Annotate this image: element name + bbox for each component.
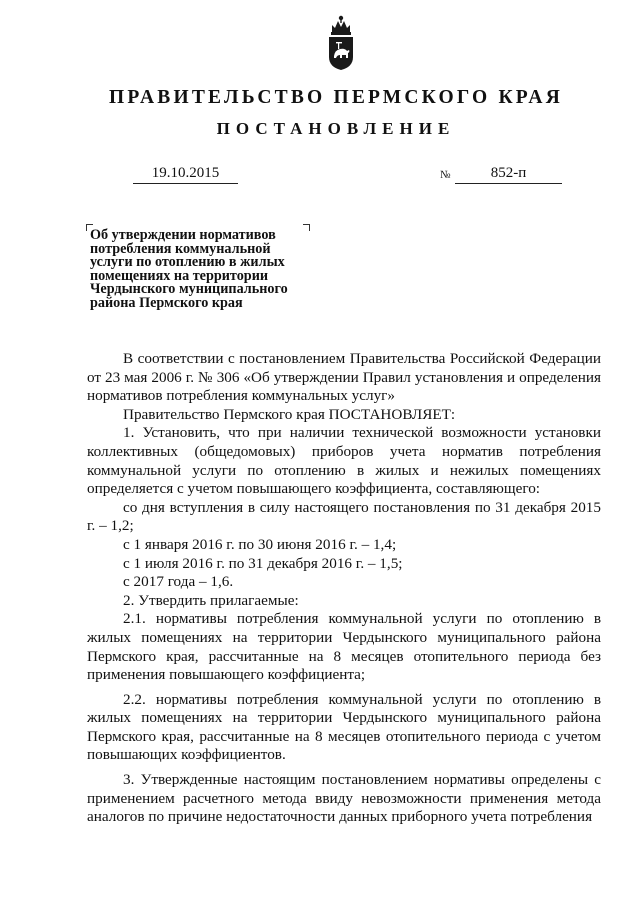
body-paragraph: В соответствии с постановлением Правительства Российской Федерации от 23 мая 2006 г. № 306 «Об утверждении Правил установления и определения нормативов потребления коммунальных услуг» — [87, 350, 601, 405]
number-label: № — [440, 169, 451, 181]
body-paragraph: 2.2. нормативы потребления коммунальной услуги по отоплению в жилых помещениях на территории Чердынского муниципального района Пермского края, рассчитанные на 8 месяцев отопительного периода с учетом повышающих коэффициентов. — [87, 690, 601, 764]
body-paragraph: 3. Утвержденные настоящим постановлением нормативы определены с применением расчетного метода ввиду невозможности применения метода аналогов по причине недостаточности данных приборного учета потребления — [87, 771, 601, 826]
subject-line: Чердынского муниципального — [90, 281, 288, 297]
body-paragraph: 2.1. нормативы потребления коммунальной услуги по отоплению в жилых помещениях на территории Чердынского муниципального района Пермского края, рассчитанные на 8 месяцев отопительного периода без применения повышающего коэффициента; — [87, 610, 601, 684]
document-subject — [90, 229, 320, 310]
body-paragraph: 1. Установить, что при наличии технической возможности установки коллективных (общедомовых) приборов учета норматив потребления коммунальной услуги по отоплению в жилых и нежилых помещениях определяется с учетом повышающего коэффициента, составляющего: — [87, 424, 601, 498]
body-paragraph: с 1 июля 2016 г. по 31 декабря 2016 г. – 1,5; — [123, 554, 403, 572]
document-number: 852-п — [455, 163, 562, 184]
subject-line: района Пермского края — [90, 294, 243, 311]
government-title: ПРАВИТЕЛЬСТВО ПЕРМСКОГО КРАЯ — [109, 87, 563, 108]
subject-line: потребления коммунальной — [90, 240, 271, 257]
document-body — [87, 350, 601, 827]
body-paragraph: Правительство Пермского края ПОСТАНОВЛЯЕТ: — [123, 405, 456, 423]
body-paragraph: с 2017 года – 1,6. — [123, 573, 234, 591]
subject-line: услуги по отоплению в жилых — [90, 254, 285, 270]
body-paragraph: 2. Утвердить прилагаемые: — [123, 591, 299, 609]
body-paragraph: со дня вступления в силу настоящего постановления по 31 декабря 2015 г. – 1,2; — [87, 498, 601, 535]
perm-krai-coat-of-arms-icon — [326, 12, 356, 72]
body-paragraph: с 1 января 2016 г. по 30 июня 2016 г. – 1,4; — [123, 535, 397, 553]
subject-line: Об утверждении нормативов — [90, 227, 276, 243]
document-type: ПОСТАНОВЛЕНИЕ — [216, 119, 456, 138]
subject-line: помещениях на территории — [90, 267, 269, 284]
document-date: 19.10.2015 — [133, 163, 238, 184]
